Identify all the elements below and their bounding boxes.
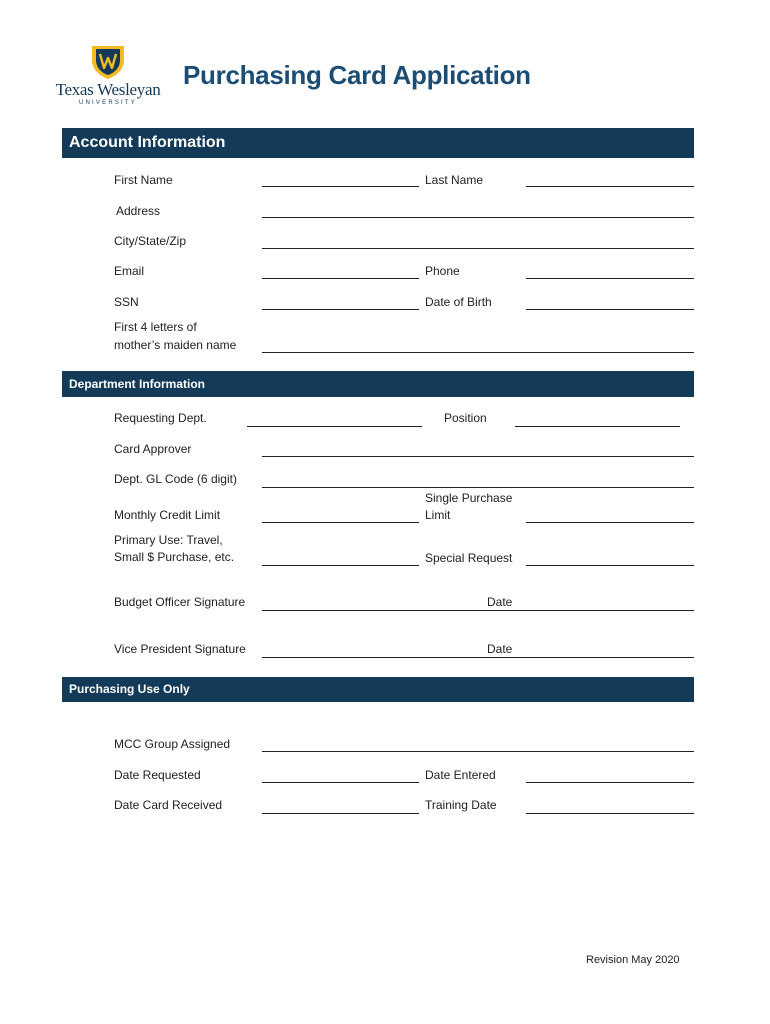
single-purchase-label-line1: Single Purchase bbox=[425, 491, 513, 505]
page-title: Purchasing Card Application bbox=[183, 60, 531, 90]
requesting-dept-field[interactable] bbox=[247, 426, 422, 427]
date-entered-field[interactable] bbox=[526, 782, 694, 783]
shield-icon bbox=[90, 44, 126, 80]
university-logo bbox=[52, 44, 164, 108]
budget-officer-signature-field[interactable] bbox=[262, 610, 694, 611]
mcc-group-label: MCC Group Assigned bbox=[114, 737, 231, 751]
phone-label: Phone bbox=[425, 264, 460, 278]
primary-use-field[interactable] bbox=[262, 565, 419, 566]
requesting-dept-label: Requesting Dept. bbox=[114, 411, 207, 425]
date-requested-field[interactable] bbox=[262, 782, 419, 783]
section-header-department bbox=[62, 371, 694, 397]
monthly-limit-field[interactable] bbox=[262, 522, 419, 523]
section-heading: Purchasing Use Only bbox=[69, 682, 190, 696]
city-state-zip-field[interactable] bbox=[262, 248, 694, 249]
ssn-field[interactable] bbox=[262, 309, 419, 310]
vp-signature-label: Vice President Signature bbox=[114, 642, 246, 656]
logo-subtext: UNIVERSITY bbox=[78, 100, 137, 106]
card-approver-field[interactable] bbox=[262, 456, 694, 457]
address-label: Address bbox=[116, 204, 161, 218]
last-name-label: Last Name bbox=[425, 173, 484, 187]
gl-code-label: Dept. GL Code (6 digit) bbox=[114, 472, 237, 486]
special-request-field[interactable] bbox=[526, 565, 694, 566]
vp-signature-field[interactable] bbox=[262, 657, 694, 658]
first-name-label: First Name bbox=[114, 173, 173, 187]
primary-use-label-line2: Small $ Purchase, etc. bbox=[114, 550, 235, 564]
section-heading: Account Information bbox=[69, 134, 226, 151]
position-label: Position bbox=[444, 411, 487, 425]
phone-field[interactable] bbox=[526, 278, 694, 279]
section-header-purchasing bbox=[62, 677, 694, 702]
maiden-name-label-line1: First 4 letters of bbox=[114, 320, 197, 334]
section-header-account bbox=[62, 128, 694, 158]
maiden-name-field[interactable] bbox=[262, 352, 694, 353]
date-card-received-field[interactable] bbox=[262, 813, 419, 814]
budget-date-label: Date bbox=[487, 595, 513, 609]
special-request-label: Special Request bbox=[425, 551, 513, 565]
monthly-limit-label: Monthly Credit Limit bbox=[114, 508, 221, 522]
card-approver-label: Card Approver bbox=[114, 442, 192, 456]
single-purchase-label-line2: Limit bbox=[425, 508, 451, 522]
maiden-name-label-line2: mother’s maiden name bbox=[114, 338, 237, 352]
city-state-zip-label: City/State/Zip bbox=[114, 234, 187, 248]
gl-code-field[interactable] bbox=[262, 487, 694, 488]
mcc-group-field[interactable] bbox=[262, 751, 694, 752]
position-field[interactable] bbox=[515, 426, 680, 427]
primary-use-label-line1: Primary Use: Travel, bbox=[114, 533, 223, 547]
budget-officer-signature-label: Budget Officer Signature bbox=[114, 595, 246, 609]
last-name-field[interactable] bbox=[526, 186, 694, 187]
revision-note: Revision May 2020 bbox=[586, 954, 680, 966]
vp-date-label: Date bbox=[487, 642, 513, 656]
section-heading: Department Information bbox=[69, 377, 206, 391]
email-field[interactable] bbox=[262, 278, 419, 279]
training-date-field[interactable] bbox=[526, 813, 694, 814]
date-card-received-label: Date Card Received bbox=[114, 798, 223, 812]
single-purchase-field[interactable] bbox=[526, 522, 694, 523]
logo-wordmark: Texas Wesleyan bbox=[55, 80, 161, 99]
address-field[interactable] bbox=[262, 217, 694, 218]
date-requested-label: Date Requested bbox=[114, 768, 201, 782]
ssn-label: SSN bbox=[114, 295, 139, 309]
dob-field[interactable] bbox=[526, 309, 694, 310]
email-label: Email bbox=[114, 264, 145, 278]
date-entered-label: Date Entered bbox=[425, 768, 496, 782]
training-date-label: Training Date bbox=[425, 798, 497, 812]
first-name-field[interactable] bbox=[262, 186, 419, 187]
dob-label: Date of Birth bbox=[425, 295, 492, 309]
